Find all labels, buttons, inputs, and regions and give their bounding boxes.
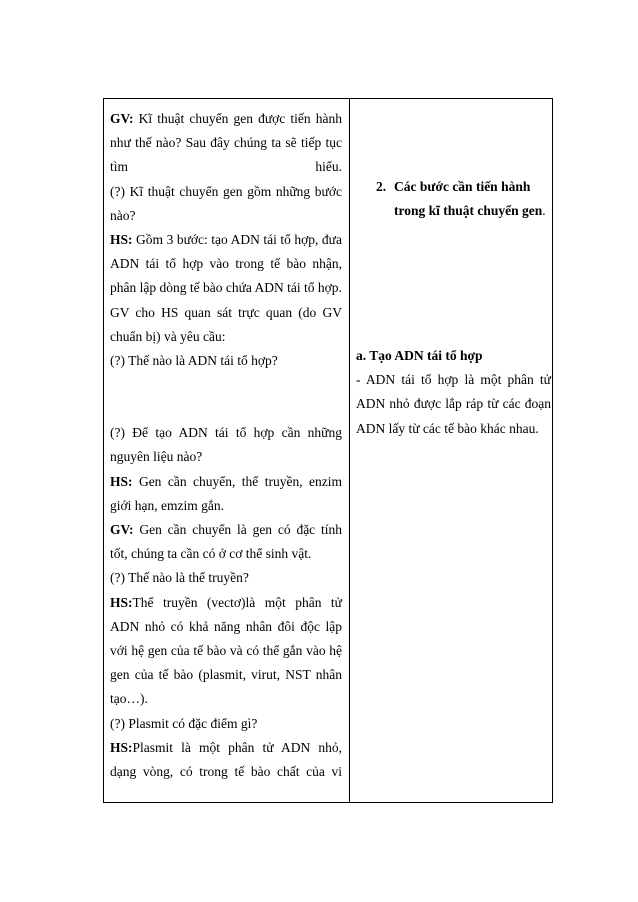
question-materials: (?) Để tạo ADN tái tổ hợp cần những nguyên liệu nào? bbox=[110, 425, 342, 465]
column-divider bbox=[349, 99, 350, 802]
paragraph-hs-steps bbox=[110, 228, 342, 301]
subsection-a-title: a. Tạo ADN tái tổ hợp bbox=[356, 348, 483, 363]
question-plasmid: (?) Plasmit có đặc điểm gì? bbox=[110, 715, 258, 731]
section-title-period: . bbox=[542, 203, 546, 219]
label-hs: HS: bbox=[110, 594, 133, 610]
paragraph-hs-vector bbox=[110, 591, 342, 712]
label-gv: GV: bbox=[110, 111, 134, 126]
text-hs-plasmid: Plasmit là một phân tử ADN nhỏ, dạng vòng, có trong tế bào chất của vi bbox=[110, 739, 342, 780]
section-heading-2 bbox=[356, 175, 551, 223]
teacher-student-column bbox=[110, 107, 342, 784]
text-hs-vector: Thể truyền (vectơ)là một phân tử ADN nhỏ có khả năng nhân đôi độc lập với hệ gen của tế bào và có thể gắn vào hệ gen của tế bào (plasmit, virut, NST nhân tạo…). bbox=[110, 594, 342, 707]
subsection-a bbox=[356, 344, 551, 441]
question-recombinant-dna: (?) Thế nào là ADN tái tổ hợp? bbox=[110, 353, 278, 369]
text-gv-gene: Gen cần chuyển là gen có đặc tính tốt, chúng ta cần có ở cơ thể sinh vật. bbox=[110, 522, 342, 562]
paragraph-gv-observe: GV cho HS quan sát trực quan (do GV chuẩn bị) và yêu cầu: bbox=[110, 304, 342, 344]
paragraph-hs-materials bbox=[110, 470, 342, 518]
label-hs: HS: bbox=[110, 473, 133, 489]
section-number: 2. bbox=[376, 179, 387, 194]
paragraph-gv-intro bbox=[110, 107, 342, 180]
lesson-table bbox=[103, 98, 553, 803]
question-vector: (?) Thế nào là thể truyền? bbox=[110, 570, 249, 586]
text-hs-materials: Gen cần chuyển, thể truyền, enzim giới hạn, emzim gắn. bbox=[110, 473, 342, 513]
label-hs: HS: bbox=[110, 232, 133, 248]
label-hs: HS: bbox=[110, 739, 133, 755]
paragraph-gv-gene bbox=[110, 518, 342, 566]
spacer bbox=[110, 373, 342, 421]
text-hs-steps: Gồm 3 bước: tạo ADN tái tổ hợp, đưa ADN tái tổ hợp vào trong tế bào nhận, phân lập dòng tế bào chứa ADN tái tổ hợp. bbox=[110, 232, 342, 296]
section-title bbox=[394, 175, 551, 223]
paragraph-hs-plasmid bbox=[110, 736, 342, 784]
subsection-a-body: - ADN tái tổ hợp là một phân tử ADN nhỏ được lắp ráp từ các đoạn ADN lấy từ các tế bào khác nhau. bbox=[356, 372, 551, 436]
label-gv: GV: bbox=[110, 522, 134, 538]
section-title-text: Các bước cần tiến hành trong kĩ thuật chuyển gen bbox=[394, 179, 543, 219]
text-gv-intro: Kĩ thuật chuyển gen được tiến hành như thế nào? Sau đây chúng ta sẽ tiếp tục tìm hiểu. bbox=[110, 111, 342, 175]
question-steps: (?) Kĩ thuật chuyển gen gồm những bước nào? bbox=[110, 183, 342, 223]
